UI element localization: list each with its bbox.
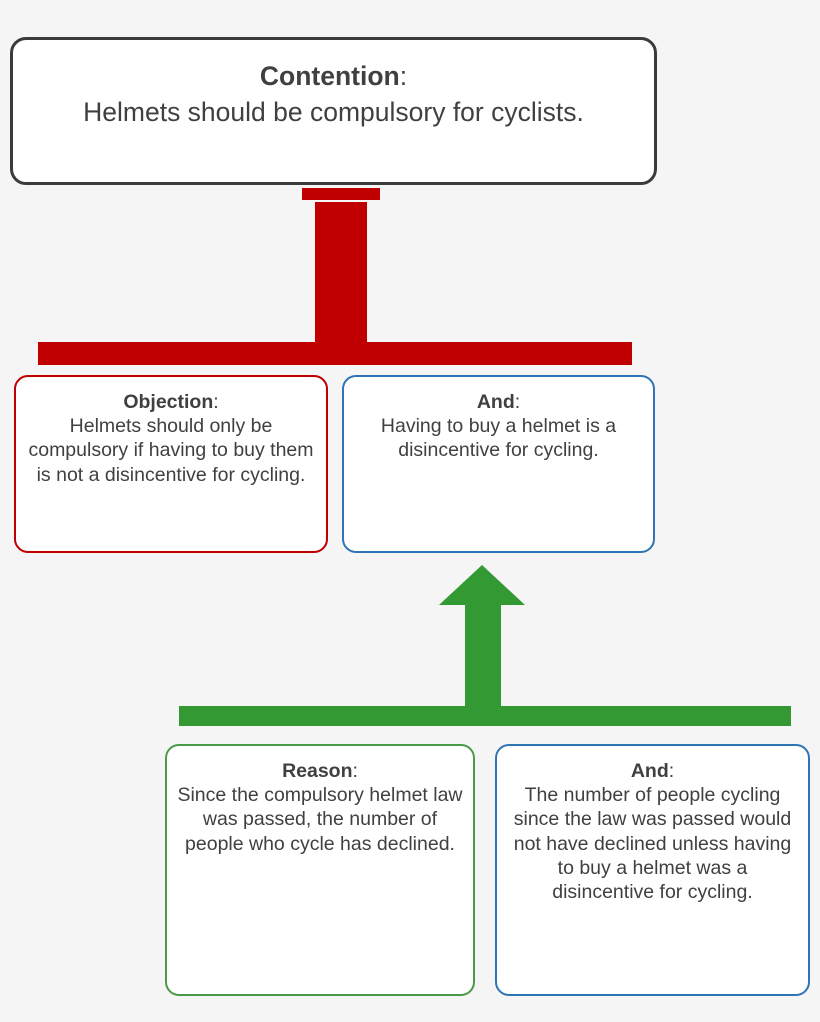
objection-connector-head-bar bbox=[302, 188, 380, 200]
objection-connector-horizontal-bar bbox=[38, 342, 632, 365]
contention-label-colon: : bbox=[399, 61, 408, 91]
contention-node-text: Helmets should be compulsory for cyclists. bbox=[83, 96, 584, 127]
contention-node-label: Contention: bbox=[259, 61, 408, 91]
reason-node[interactable] bbox=[165, 744, 475, 996]
and-node-1-text: Having to buy a helmet is a disincentive for cycling. bbox=[380, 415, 617, 462]
and-node-2-label: And: bbox=[630, 760, 675, 782]
objection-label-colon: : bbox=[213, 391, 219, 413]
and-node-1[interactable] bbox=[342, 375, 655, 553]
and-node-1-label: And: bbox=[476, 391, 521, 413]
reason-node-text: Since the compulsory helmet law was passed, the number of people who cycle has declined. bbox=[177, 784, 463, 855]
contention-node[interactable] bbox=[10, 37, 657, 185]
and-node-1-label-colon: : bbox=[514, 391, 521, 413]
support-connector-horizontal-bar bbox=[179, 706, 791, 726]
and-node-2[interactable] bbox=[495, 744, 810, 996]
objection-node-text: Helmets should only be compulsory if having to buy them is not a disincentive for cycling. bbox=[28, 415, 314, 486]
reason-node-label: Reason: bbox=[282, 760, 358, 782]
objection-connector-stem bbox=[315, 202, 367, 344]
and-node-2-label-colon: : bbox=[668, 760, 675, 782]
objection-node[interactable] bbox=[14, 375, 328, 553]
objection-node-label: Objection: bbox=[123, 391, 219, 413]
support-connector-stem bbox=[465, 600, 501, 710]
and-node-2-text: The number of people cycling since the law was passed would not have declined unless having to buy a helmet was a disincentive for cycling. bbox=[513, 784, 792, 903]
reason-label-colon: : bbox=[352, 760, 358, 782]
